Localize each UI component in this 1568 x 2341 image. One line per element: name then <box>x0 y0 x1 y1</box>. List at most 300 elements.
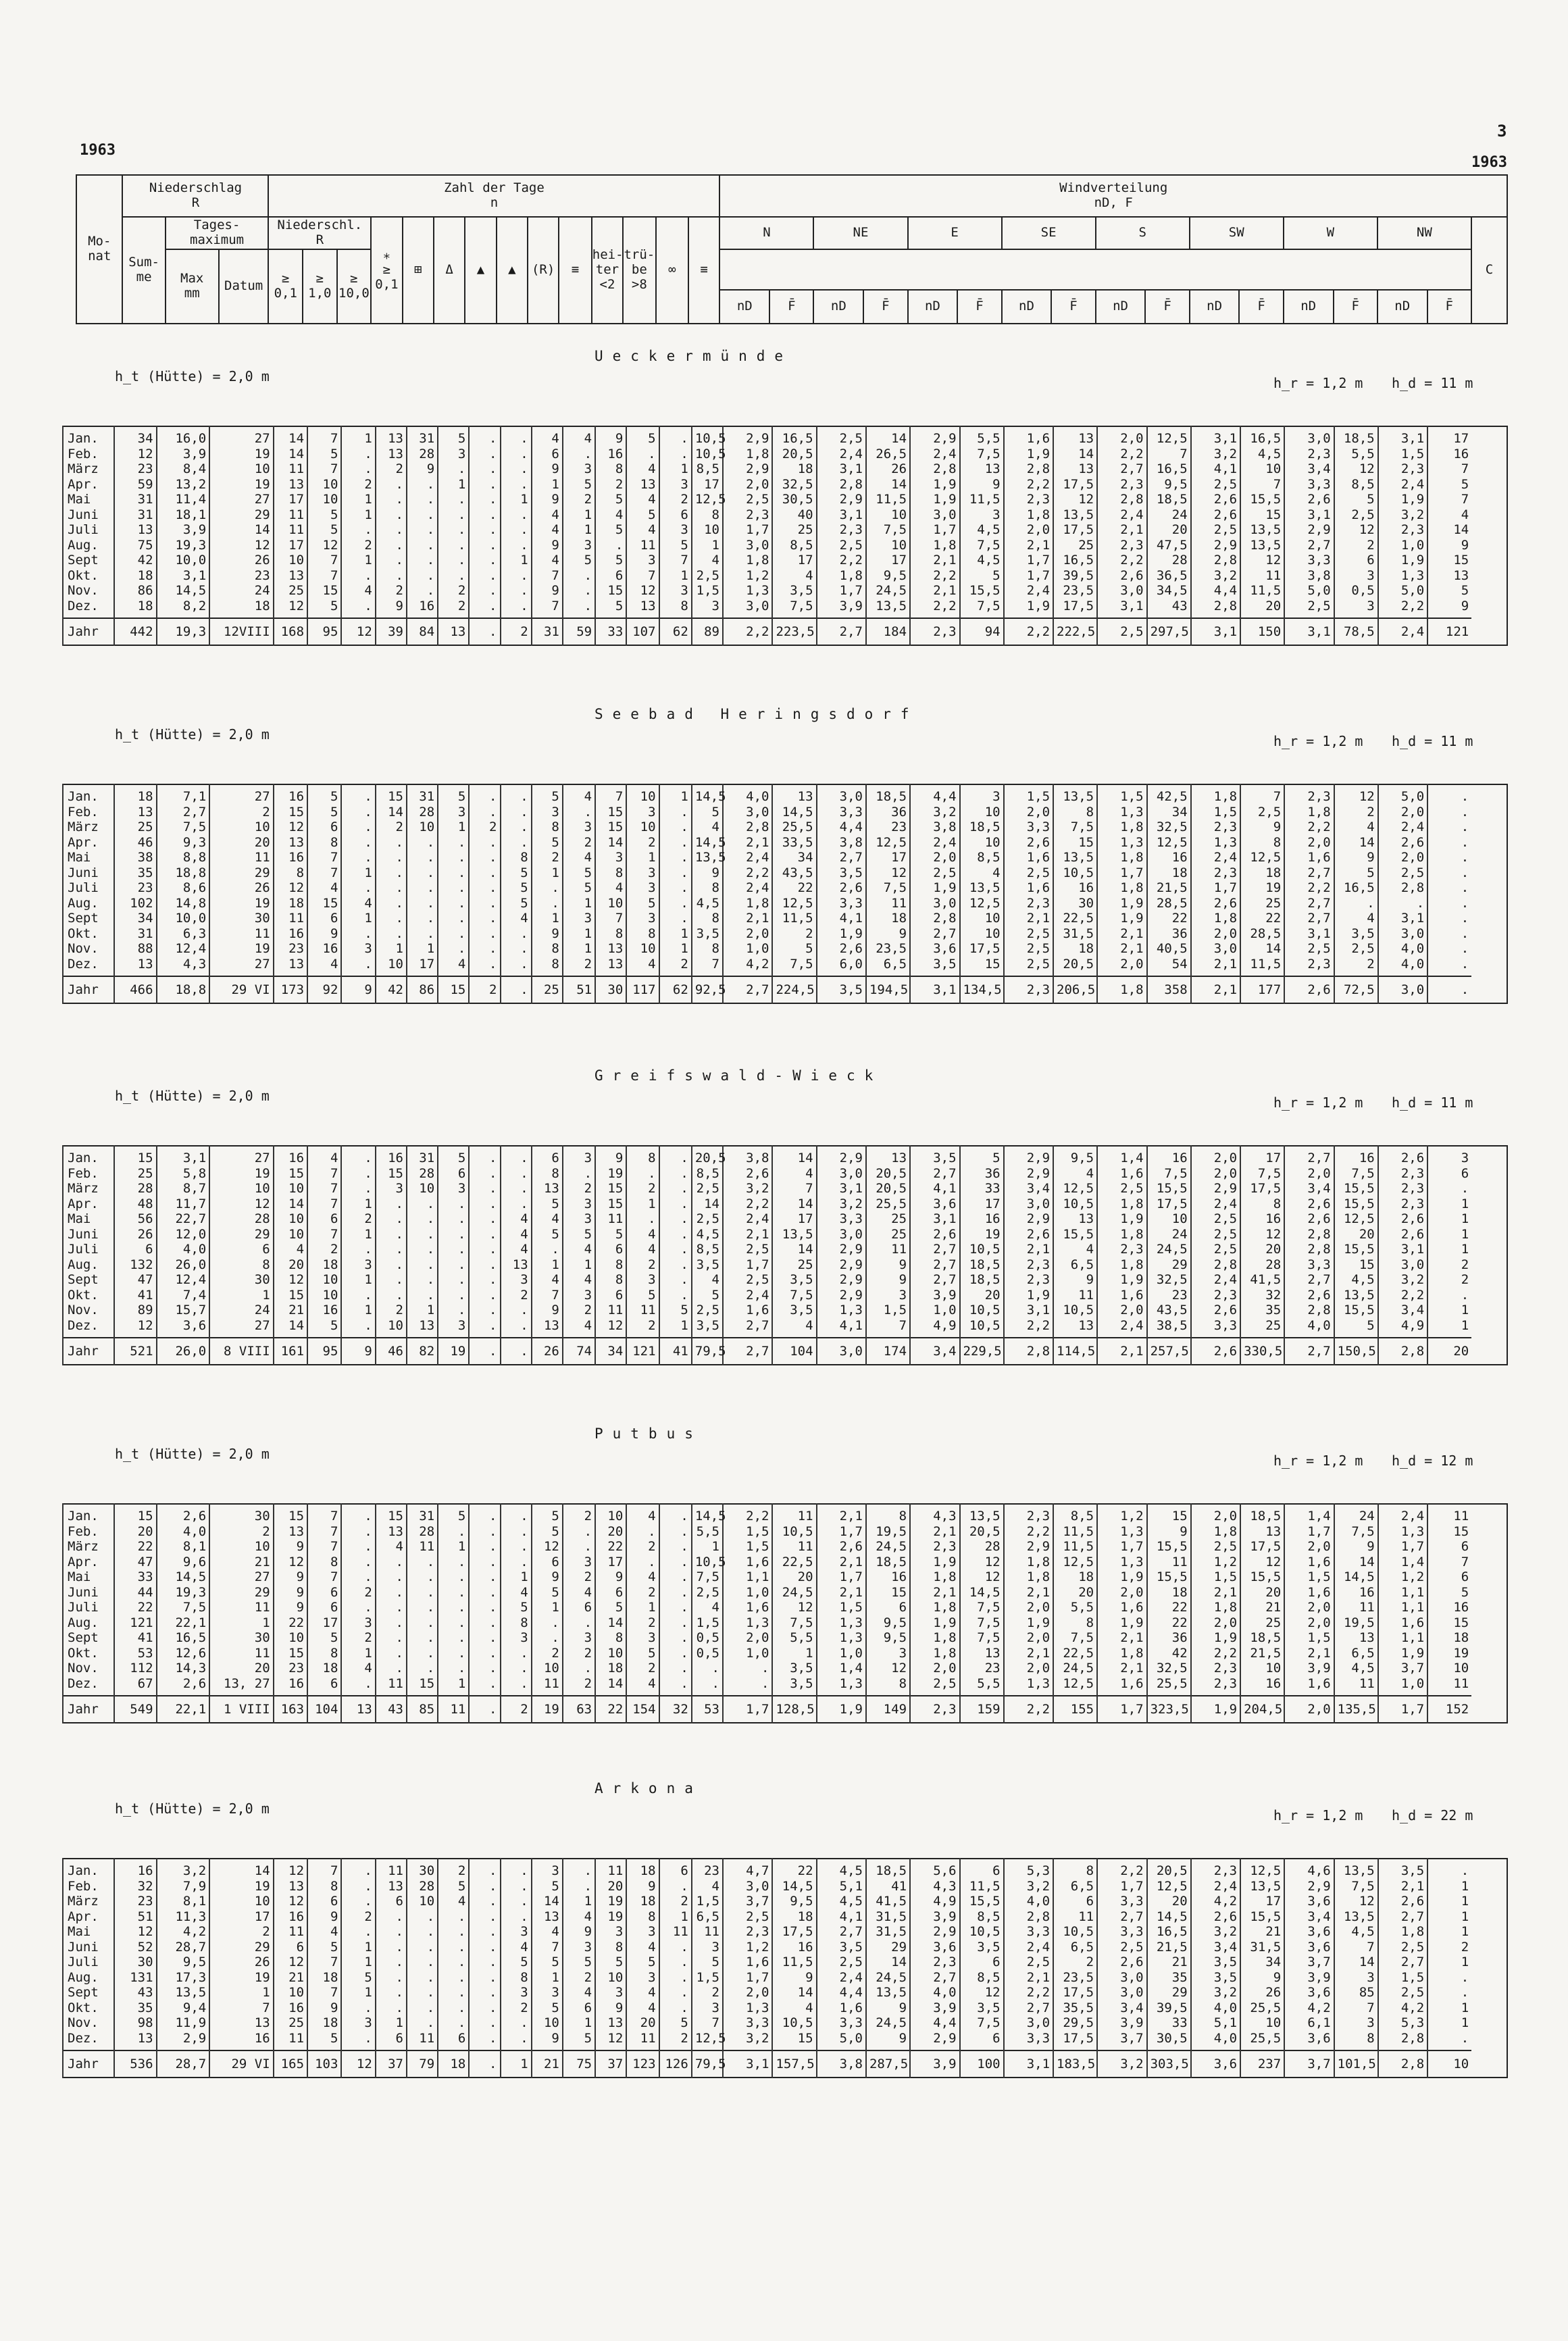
year-value: 62 <box>659 618 692 645</box>
year-value: 32 <box>659 1696 692 1723</box>
thunder-icon: Δ <box>434 217 465 324</box>
value-cell: 1,8 <box>1191 1600 1240 1615</box>
value-cell: 1 <box>659 461 692 477</box>
value-cell: . <box>438 1272 469 1288</box>
value-cell: 2,2 <box>1097 447 1146 462</box>
value-cell: 2 <box>563 1676 595 1696</box>
value-cell: 3,3 <box>817 896 866 911</box>
value-cell: . <box>469 2000 500 2016</box>
value-cell: . <box>469 1555 500 1570</box>
month-cell: Feb. <box>63 1166 114 1182</box>
value-cell: 18 <box>114 568 157 584</box>
value-cell: 12,5 <box>960 896 1004 911</box>
value-cell: 1 <box>407 941 438 957</box>
value-cell: 12,4 <box>157 1272 210 1288</box>
value-cell: 15,5 <box>960 583 1004 599</box>
value-cell: 9 <box>532 538 563 553</box>
value-cell: 1,0 <box>723 1585 772 1601</box>
value-cell: . <box>659 1181 692 1197</box>
nd-sw: nD <box>1190 290 1240 324</box>
value-cell: . <box>1427 896 1471 911</box>
table-row <box>63 865 1507 881</box>
value-cell: 2,8 <box>723 820 772 835</box>
value-cell: 2,6 <box>1284 1197 1334 1212</box>
value-cell: 5 <box>307 1318 341 1338</box>
value-cell: 3 <box>438 805 469 820</box>
value-cell: 2,3 <box>1097 1242 1146 1257</box>
value-cell: 9 <box>866 2000 910 2016</box>
value-cell: 2,5 <box>910 1676 959 1696</box>
value-cell: 13 <box>376 1524 407 1540</box>
value-cell: 1,7 <box>723 522 772 538</box>
value-cell: . <box>376 1985 407 2000</box>
value-cell: 4,5 <box>1334 1924 1378 1940</box>
value-cell: 34 <box>1147 805 1191 820</box>
value-cell: 19 <box>1427 1646 1471 1661</box>
value-cell: 5,6 <box>910 1859 959 1879</box>
table-row <box>63 1585 1507 1601</box>
value-cell: 11,5 <box>1053 1539 1097 1555</box>
value-cell: 1,0 <box>723 941 772 957</box>
value-cell: 23 <box>274 941 307 957</box>
year-value: 323,5 <box>1147 1696 1191 1723</box>
value-cell: 3 <box>563 1555 595 1570</box>
value-cell: 1,5 <box>1284 1569 1334 1585</box>
month-cell: Aug. <box>63 538 114 553</box>
value-cell: 28,5 <box>1240 926 1284 942</box>
value-cell: 15,5 <box>960 1894 1004 1909</box>
table-row <box>63 911 1507 926</box>
value-cell: 1,1 <box>1378 1600 1427 1615</box>
value-cell: 3 <box>341 2015 375 2031</box>
value-cell: . <box>438 1569 469 1585</box>
value-cell: 4,2 <box>723 957 772 977</box>
value-cell: 13 <box>407 1318 438 1338</box>
year-value: 2,7 <box>1284 1338 1334 1365</box>
value-cell: 12 <box>114 1318 157 1338</box>
year-value: 3,9 <box>910 2050 959 2078</box>
tages-maximum-header: Tages- maximum <box>166 217 269 249</box>
year-value: 204,5 <box>1240 1696 1284 1723</box>
value-cell: 3,5 <box>1334 926 1378 942</box>
value-cell: . <box>659 1879 692 1894</box>
value-cell: 12,5 <box>1147 1879 1191 1894</box>
value-cell: 11 <box>274 507 307 523</box>
value-cell: 27 <box>209 1318 273 1338</box>
value-cell: 6 <box>659 1859 692 1879</box>
value-cell: 3,5 <box>1191 1955 1240 1970</box>
value-cell: . <box>659 1600 692 1615</box>
value-cell: 1,2 <box>1191 1555 1240 1570</box>
value-cell: 6 <box>114 1242 157 1257</box>
value-cell: 22 <box>1147 1600 1191 1615</box>
value-cell: 20,5 <box>866 1166 910 1182</box>
value-cell: 15 <box>274 1166 307 1182</box>
value-cell: 11 <box>595 1859 626 1879</box>
value-cell: 17 <box>1240 1146 1284 1166</box>
value-cell: 14,5 <box>772 1879 816 1894</box>
value-cell: 18 <box>1147 865 1191 881</box>
value-cell: 1 <box>501 553 532 568</box>
value-cell: 8,5 <box>692 1166 723 1182</box>
value-cell: . <box>376 1646 407 1661</box>
value-cell: 11,5 <box>1053 1524 1097 1540</box>
value-cell: 2,9 <box>723 461 772 477</box>
value-cell: 1,9 <box>1004 1288 1053 1303</box>
year-value: 53 <box>692 1696 723 1723</box>
value-cell: 25,5 <box>1240 2000 1284 2016</box>
value-cell: 2,5 <box>1378 865 1427 881</box>
value-cell: 2 <box>626 835 659 851</box>
value-cell: 44 <box>114 1585 157 1601</box>
table-row <box>63 1197 1507 1212</box>
value-cell: 8,5 <box>1334 477 1378 493</box>
value-cell: 1,5 <box>1004 784 1053 805</box>
value-cell: 3 <box>563 1630 595 1646</box>
value-cell: 8,1 <box>157 1539 210 1555</box>
value-cell: 0,5 <box>692 1646 723 1661</box>
value-cell: 9,5 <box>866 1615 910 1631</box>
windverteilung-nd-f: nD, F <box>1094 195 1133 210</box>
year-value: 43 <box>376 1696 407 1723</box>
year-value: 1,9 <box>1191 1696 1240 1723</box>
value-cell: 3 <box>626 1970 659 1986</box>
year-value: 79,5 <box>692 1338 723 1365</box>
value-cell: 18 <box>114 784 157 805</box>
value-cell: 8,5 <box>960 1970 1004 1986</box>
value-cell: 8 <box>1240 835 1284 851</box>
value-cell: . <box>659 911 692 926</box>
value-cell: . <box>438 568 469 584</box>
value-cell: 1,8 <box>1097 820 1146 835</box>
value-cell: 2 <box>341 1211 375 1227</box>
value-cell: 3 <box>341 1257 375 1273</box>
value-cell: 4,5 <box>692 1227 723 1242</box>
value-cell: 18 <box>1053 941 1097 957</box>
value-cell: . <box>501 1181 532 1197</box>
value-cell: 5 <box>595 1600 626 1615</box>
value-cell: 8 <box>1334 2031 1378 2051</box>
value-cell: 11 <box>274 461 307 477</box>
value-cell: 16 <box>114 1859 157 1879</box>
value-cell: 3 <box>1334 599 1378 619</box>
value-cell: 3,3 <box>1004 2031 1053 2051</box>
value-cell: 10 <box>866 538 910 553</box>
value-cell: . <box>469 1303 500 1318</box>
value-cell: 2,6 <box>1284 1288 1334 1303</box>
value-cell: . <box>469 850 500 865</box>
year-value: 107 <box>626 618 659 645</box>
value-cell: 5 <box>532 1197 563 1212</box>
value-cell: 4,9 <box>910 1318 959 1338</box>
value-cell: 12 <box>1240 1227 1284 1242</box>
value-cell: . <box>469 477 500 493</box>
value-cell: 4 <box>626 1504 659 1524</box>
value-cell: 7 <box>307 1504 341 1524</box>
value-cell: 1,8 <box>1097 1227 1146 1242</box>
value-cell: . <box>1427 941 1471 957</box>
value-cell: . <box>626 1211 659 1227</box>
value-cell: 3,5 <box>772 1676 816 1696</box>
value-cell: 3 <box>438 447 469 462</box>
value-cell: . <box>469 1257 500 1273</box>
value-cell: 22 <box>114 1539 157 1555</box>
value-cell: 28,5 <box>1147 896 1191 911</box>
value-cell: . <box>501 522 532 538</box>
value-cell: 7 <box>1240 477 1284 493</box>
month-cell: Dez. <box>63 1318 114 1338</box>
value-cell: 12 <box>274 1272 307 1288</box>
table-row <box>63 1955 1507 1970</box>
value-cell: 34,5 <box>1147 583 1191 599</box>
value-cell: 1 <box>341 507 375 523</box>
value-cell: 22 <box>772 1859 816 1879</box>
value-cell: 24 <box>209 1303 273 1318</box>
value-cell: 13 <box>376 447 407 462</box>
value-cell: 4 <box>563 1585 595 1601</box>
value-cell: . <box>407 1288 438 1303</box>
year-label: Jahr <box>63 2050 114 2078</box>
value-cell: . <box>469 2015 500 2031</box>
year-value: 3,0 <box>817 1338 866 1365</box>
year-value: 549 <box>114 1696 157 1723</box>
value-cell: . <box>659 1569 692 1585</box>
value-cell: 3,0 <box>910 896 959 911</box>
value-cell: 23 <box>114 1894 157 1909</box>
year-value: 3,6 <box>1191 2050 1240 2078</box>
value-cell: 34 <box>114 426 157 447</box>
value-cell: 2,1 <box>1097 522 1146 538</box>
value-cell: 1,6 <box>1284 850 1334 865</box>
value-cell: . <box>407 1661 438 1676</box>
value-cell: 2,0 <box>1191 926 1240 942</box>
value-cell: 4,0 <box>1284 1318 1334 1338</box>
year-value: 2 <box>501 618 532 645</box>
value-cell: . <box>469 461 500 477</box>
value-cell: 2,5 <box>817 538 866 553</box>
month-cell: Dez. <box>63 2031 114 2051</box>
value-cell: 20 <box>772 1569 816 1585</box>
value-cell: . <box>659 1630 692 1646</box>
value-cell: 1,5 <box>1378 447 1427 462</box>
value-cell: 1,8 <box>1191 784 1240 805</box>
table-row <box>63 1909 1507 1925</box>
value-cell: 6 <box>209 1242 273 1257</box>
value-cell: 1 <box>341 553 375 568</box>
value-cell: . <box>407 1227 438 1242</box>
value-cell: 23 <box>960 1661 1004 1676</box>
heiter-label: hei- ter <box>592 247 624 278</box>
value-cell: 1 <box>692 1539 723 1555</box>
value-cell: 14 <box>595 835 626 851</box>
value-cell: . <box>438 461 469 477</box>
value-cell: 9,5 <box>772 1894 816 1909</box>
value-cell: 2,9 <box>817 1272 866 1288</box>
value-cell: 28,7 <box>157 1940 210 1955</box>
value-cell: 7,5 <box>772 957 816 977</box>
year-value: 33 <box>595 618 626 645</box>
year-value: 1 <box>501 2050 532 2078</box>
value-cell: 8 <box>692 941 723 957</box>
value-cell: 131 <box>114 1970 157 1986</box>
value-cell: 2,0 <box>1097 1303 1146 1318</box>
value-cell: . <box>438 1985 469 2000</box>
value-cell: 1,7 <box>1097 1879 1146 1894</box>
year-value: 3,1 <box>1284 618 1334 645</box>
value-cell: 2,8 <box>1191 1257 1240 1273</box>
value-cell: 2,3 <box>1004 1504 1053 1524</box>
value-cell: 2,0 <box>910 1661 959 1676</box>
heiter-lt2: <2 <box>599 276 615 292</box>
year-value: 19,3 <box>157 618 210 645</box>
value-cell: 4 <box>438 1894 469 1909</box>
value-cell: 67 <box>114 1676 157 1696</box>
year-value: 2,3 <box>910 1696 959 1723</box>
value-cell: 33 <box>1147 2015 1191 2031</box>
year-value: 152 <box>1427 1696 1471 1723</box>
value-cell: 3 <box>692 599 723 619</box>
value-cell: 5 <box>563 553 595 568</box>
value-cell: 2 <box>626 1257 659 1273</box>
value-cell: 34 <box>772 850 816 865</box>
value-cell: 17 <box>960 1197 1004 1212</box>
value-cell: 20 <box>274 1257 307 1273</box>
value-cell: 4 <box>501 1242 532 1257</box>
month-cell: Sept <box>63 1985 114 2000</box>
month-cell: Feb. <box>63 447 114 462</box>
value-cell: 4 <box>692 1600 723 1615</box>
value-cell: 1,5 <box>723 1539 772 1555</box>
value-cell: 25 <box>866 1211 910 1227</box>
station-hr: h_r = 1,2 m <box>1273 1094 1363 1111</box>
value-cell: 24,5 <box>1147 1242 1191 1257</box>
value-cell: 33 <box>960 1181 1004 1197</box>
value-cell: 27 <box>209 492 273 507</box>
value-cell: 1,3 <box>1097 805 1146 820</box>
value-cell: . <box>469 1630 500 1646</box>
value-cell: 2,6 <box>1378 1146 1427 1166</box>
value-cell: . <box>341 1288 375 1303</box>
month-cell: Juli <box>63 1242 114 1257</box>
value-cell: 10 <box>960 805 1004 820</box>
value-cell: 8 <box>692 507 723 523</box>
value-cell: 4 <box>772 1166 816 1182</box>
value-cell: . <box>469 1146 500 1166</box>
year-value: 237 <box>1240 2050 1284 2078</box>
value-cell: 2,6 <box>1097 1955 1146 1970</box>
wind-dir-n: N <box>719 217 813 249</box>
value-cell: 5 <box>307 805 341 820</box>
value-cell: 6 <box>532 1555 563 1570</box>
value-cell: . <box>438 865 469 881</box>
value-cell: 8 <box>307 1555 341 1570</box>
value-cell: . <box>407 1585 438 1601</box>
value-cell: 10 <box>960 835 1004 851</box>
year-value: 157,5 <box>772 2050 816 2078</box>
value-cell: 18 <box>1147 1585 1191 1601</box>
value-cell: 3 <box>563 1197 595 1212</box>
value-cell: 10 <box>209 461 273 477</box>
value-cell: 1,7 <box>723 1970 772 1986</box>
value-cell: . <box>407 850 438 865</box>
value-cell: 47 <box>114 1272 157 1288</box>
value-cell: 2 <box>209 1924 273 1940</box>
value-cell: 2,4 <box>1191 1197 1240 1212</box>
month-cell: Apr. <box>63 1909 114 1925</box>
value-cell: 5 <box>532 835 563 851</box>
table-row <box>63 2031 1507 2051</box>
value-cell: . <box>469 1894 500 1909</box>
value-cell: 1,5 <box>1191 805 1240 820</box>
table-row <box>63 880 1507 896</box>
value-cell: 10 <box>1147 1211 1191 1227</box>
value-cell: 3,3 <box>1284 553 1334 568</box>
value-cell: 2,5 <box>1004 1955 1053 1970</box>
value-cell: 18 <box>595 1661 626 1676</box>
value-cell: . <box>723 1676 772 1696</box>
value-cell: 3 <box>438 1318 469 1338</box>
value-cell: 7,5 <box>772 599 816 619</box>
value-cell: 2 <box>1053 1955 1097 1970</box>
value-cell: . <box>341 1242 375 1257</box>
value-cell: 5 <box>501 880 532 896</box>
value-cell: 4 <box>626 1227 659 1242</box>
value-cell: 1,1 <box>723 1569 772 1585</box>
value-cell: 2,1 <box>910 553 959 568</box>
value-cell: 10 <box>274 1227 307 1242</box>
value-cell: 12,5 <box>772 896 816 911</box>
calm-header: C <box>1471 217 1507 324</box>
value-cell: . <box>659 1197 692 1212</box>
value-cell: 11 <box>1053 1288 1097 1303</box>
value-cell: 5 <box>307 447 341 462</box>
value-cell: . <box>501 1504 532 1524</box>
value-cell: 12,5 <box>1053 1555 1097 1570</box>
value-cell: 1 <box>563 941 595 957</box>
value-cell: . <box>341 1318 375 1338</box>
value-cell: . <box>1427 1985 1471 2000</box>
value-cell: . <box>341 957 375 977</box>
value-cell: 8 <box>659 599 692 619</box>
value-cell: . <box>469 1242 500 1257</box>
value-cell: 10 <box>274 1211 307 1227</box>
value-cell: 1,3 <box>817 1303 866 1318</box>
value-cell: 18,5 <box>1240 1630 1284 1646</box>
year-value: . <box>469 618 500 645</box>
value-cell: 17,5 <box>960 941 1004 957</box>
value-cell: 5 <box>563 880 595 896</box>
value-cell: 2,3 <box>1191 1676 1240 1696</box>
value-cell: 2,7 <box>910 1257 959 1273</box>
value-cell: 13 <box>1053 461 1097 477</box>
value-cell: . <box>438 1646 469 1661</box>
value-cell: 3 <box>532 1985 563 2000</box>
value-cell: 1,8 <box>723 447 772 462</box>
value-cell: 9 <box>307 926 341 942</box>
value-cell: 4,5 <box>817 1859 866 1879</box>
value-cell: 28 <box>407 1524 438 1540</box>
value-cell: 3,4 <box>1191 1940 1240 1955</box>
value-cell: 2,8 <box>1378 2031 1427 2051</box>
value-cell: 4,5 <box>1334 1661 1378 1676</box>
year-value: 2,1 <box>1191 976 1240 1003</box>
value-cell: 3 <box>866 1288 910 1303</box>
value-cell: . <box>1334 896 1378 911</box>
value-cell: 2,1 <box>1191 957 1240 977</box>
value-cell: 2,5 <box>723 1242 772 1257</box>
value-cell: 47 <box>114 1555 157 1570</box>
value-cell: . <box>407 2015 438 2031</box>
